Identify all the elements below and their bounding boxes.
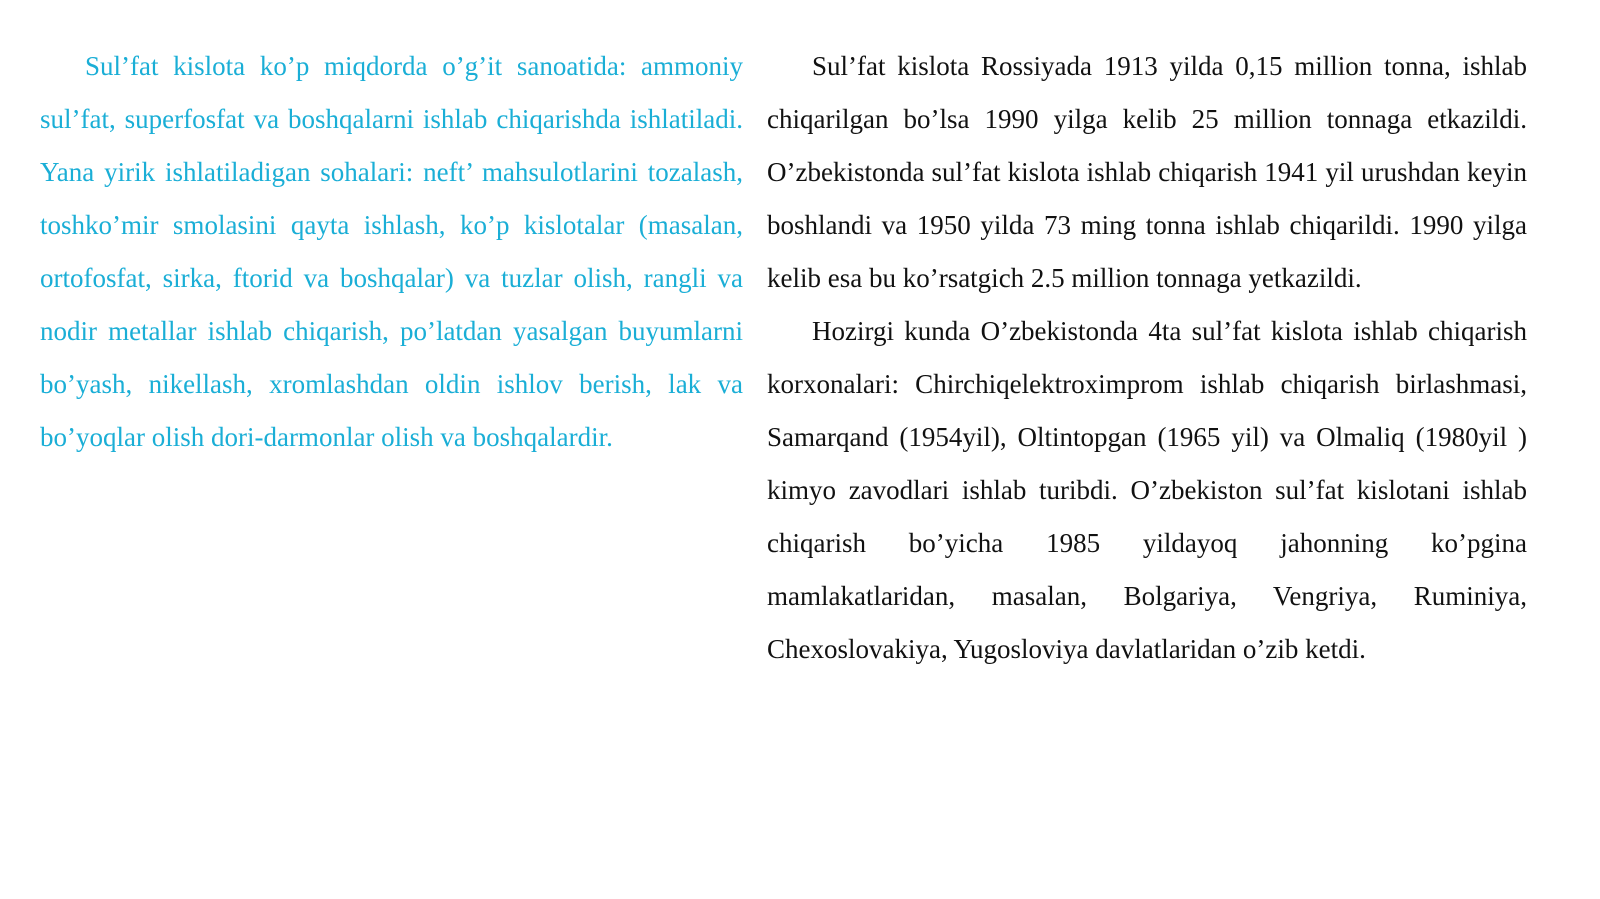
right-text-column (767, 40, 1527, 676)
production-history-paragraph: Sul’fat kislota Rossiyada 1913 yilda 0,15 million tonna, ishlab chiqarilgan bo’lsa 1990 yilga kelib 25 million tonnaga etkazildi. O’zbekistonda sul’fat kislota ishlab chiqarish 1941 yil urushdan keyin boshlandi va 1950 yilda 73 ming tonna ishlab chiqarildi. 1990 yilga kelib esa bu ko’rsatgich 2.5 million tonnaga yetkazildi. (767, 51, 1527, 293)
sulfuric-acid-uses-paragraph: Sul’fat kislota ko’p miqdorda o’g’it sanoatida: ammoniy sul’fat, superfosfat va boshqalarni ishlab chiqarishda ishlatiladi. Yana yirik ishlatiladigan sohalari: neft’ mahsulotlarini tozalash, toshko’mir smolasini qayta ishlash, ko’p kislotalar (masalan, ortofosfat, sirka, ftorid va boshqalar) va tuzlar olish, rangli va nodir metallar ishlab chiqarish, po’latdan yasalgan buyumlarni bo’yash, nikellash, xromlashdan oldin ishlov berish, lak va bo’yoqlar olish dori-darmonlar olish va boshqalardir. (40, 51, 743, 452)
left-text-column (40, 40, 743, 464)
uzbekistan-plants-paragraph: Hozirgi kunda O’zbekistonda 4ta sul’fat kislota ishlab chiqarish korxonalari: Chirchiqelektroximprom ishlab chiqarish birlashmasi, Samarqand (1954yil), Oltintopgan (1965 yil) va Olmaliq (1980yil ) kimyo zavodlari ishlab turibdi. O’zbekiston sul’fat kislotani ishlab chiqarish bo’yicha 1985 yildayoq jahonning ko’pgina mamlakatlaridan, masalan, Bolgariya, Vengriya, Ruminiya, Chexoslovakiya, Yugosloviya davlatlaridan o’zib ketdi. (767, 316, 1527, 664)
